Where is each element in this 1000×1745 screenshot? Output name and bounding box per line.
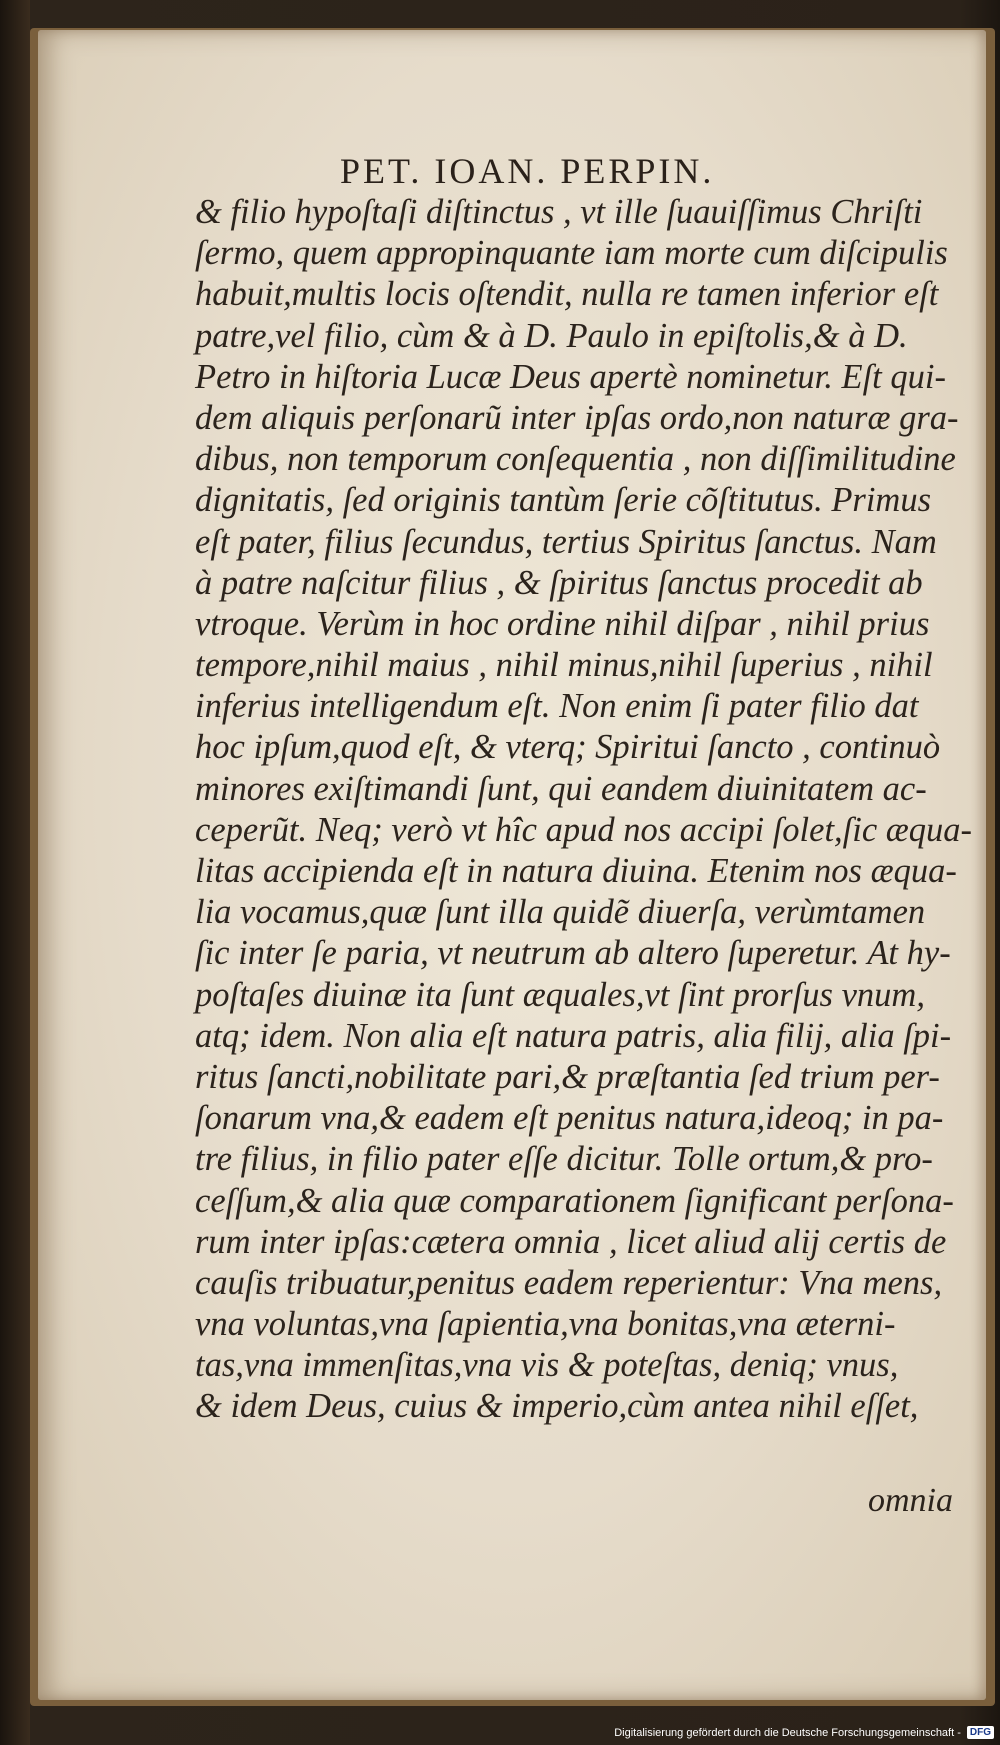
dfg-logo-icon: DFG	[967, 1726, 994, 1739]
text-line: Petro in hiſtoria Lucæ Deus apertè nominetur. Eſt qui-	[195, 357, 946, 396]
text-line: hoc ipſum,quod eſt, & vterq; Spiritui ſancto , continuò	[195, 728, 941, 767]
text-line: rum inter ipſas:cætera omnia , licet aliud alij certis de	[195, 1222, 947, 1261]
text-line: ceſſum,& alia quæ comparationem ſignificant perſona-	[195, 1181, 954, 1220]
text-line: vna voluntas,vna ſapientia,vna bonitas,vna æterni-	[195, 1305, 896, 1344]
text-line: à patre naſcitur filius , & ſpiritus ſanctus procedit ab	[195, 563, 923, 602]
text-line: ſermo, quem appropinquante iam morte cum diſcipulis	[195, 234, 948, 273]
text-line: dignitatis, ſed originis tantùm ſerie cõſtitutus. Primus	[195, 481, 932, 520]
text-line: poſtaſes diuinæ ita ſunt æquales,vt ſint prorſus vnum,	[195, 975, 925, 1014]
text-line: inferius intelligendum eſt. Non enim ſi pater filio dat	[195, 687, 919, 726]
text-line: patre,vel filio, cùm & à D. Paulo in epiſtolis,& à D.	[195, 316, 908, 355]
text-line: cauſis tribuatur,penitus eadem reperientur: Vna mens,	[195, 1263, 943, 1302]
text-line: ſonarum vna,& eadem eſt penitus natura,ideoq; in pa-	[195, 1099, 944, 1138]
text-line: atq; idem. Non alia eſt natura patris, alia filij, alia ſpi-	[195, 1016, 952, 1055]
text-line: tempore,nihil maius , nihil minus,nihil ſuperius , nihil	[195, 646, 933, 685]
text-line: tre filius, in filio pater eſſe dicitur. Tolle ortum,& pro-	[195, 1140, 933, 1179]
text-line: ceperũt. Neq; verò vt hîc apud nos accipi ſolet,ſic æqua-	[195, 810, 973, 849]
text-line: minores exiſtimandi ſunt, qui eandem diuinitatem ac-	[195, 769, 927, 808]
text-line: dem aliquis perſonarũ inter ipſas ordo,non naturæ gra-	[195, 398, 959, 437]
digitization-credit	[614, 1726, 994, 1739]
catchword: omnia	[868, 1482, 953, 1519]
text-line: eſt pater, filius ſecundus, tertius Spiritus ſanctus. Nam	[195, 522, 937, 561]
body-text	[195, 192, 975, 1428]
text-line: lia vocamus,quæ ſunt illa quidẽ diuerſa, verùmtamen	[195, 893, 926, 932]
text-line: vtroque. Verùm in hoc ordine nihil diſpar , nihil prius	[195, 604, 930, 643]
text-line: & filio hypoſtaſi diſtinctus , vt ille ſuauiſſimus Chriſti	[195, 193, 923, 231]
book-binding-edge	[0, 0, 30, 1745]
credit-text: Digitalisierung gefördert durch die Deutsche Forschungsgemeinschaft -	[614, 1726, 961, 1739]
text-line: litas accipienda eſt in natura diuina. Etenim nos æqua-	[195, 852, 957, 890]
running-head: PET. IOAN. PERPIN.	[340, 151, 715, 191]
text-line: ſic inter ſe paria, vt neutrum ab altero ſuperetur. At hy-	[195, 934, 951, 973]
text-line: habuit,multis locis oſtendit, nulla re tamen inferior eſt	[195, 275, 939, 314]
text-line: & idem Deus, cuius & imperio,cùm antea nihil eſſet,	[195, 1387, 919, 1426]
text-line: ritus ſancti,nobilitate pari,& præſtantia ſed trium per-	[195, 1057, 940, 1096]
text-line: tas,vna immenſitas,vna vis & poteſtas, deniq; vnus,	[195, 1346, 899, 1385]
text-line: dibus, non temporum conſequentia , non diſſimilitudine	[195, 440, 956, 479]
